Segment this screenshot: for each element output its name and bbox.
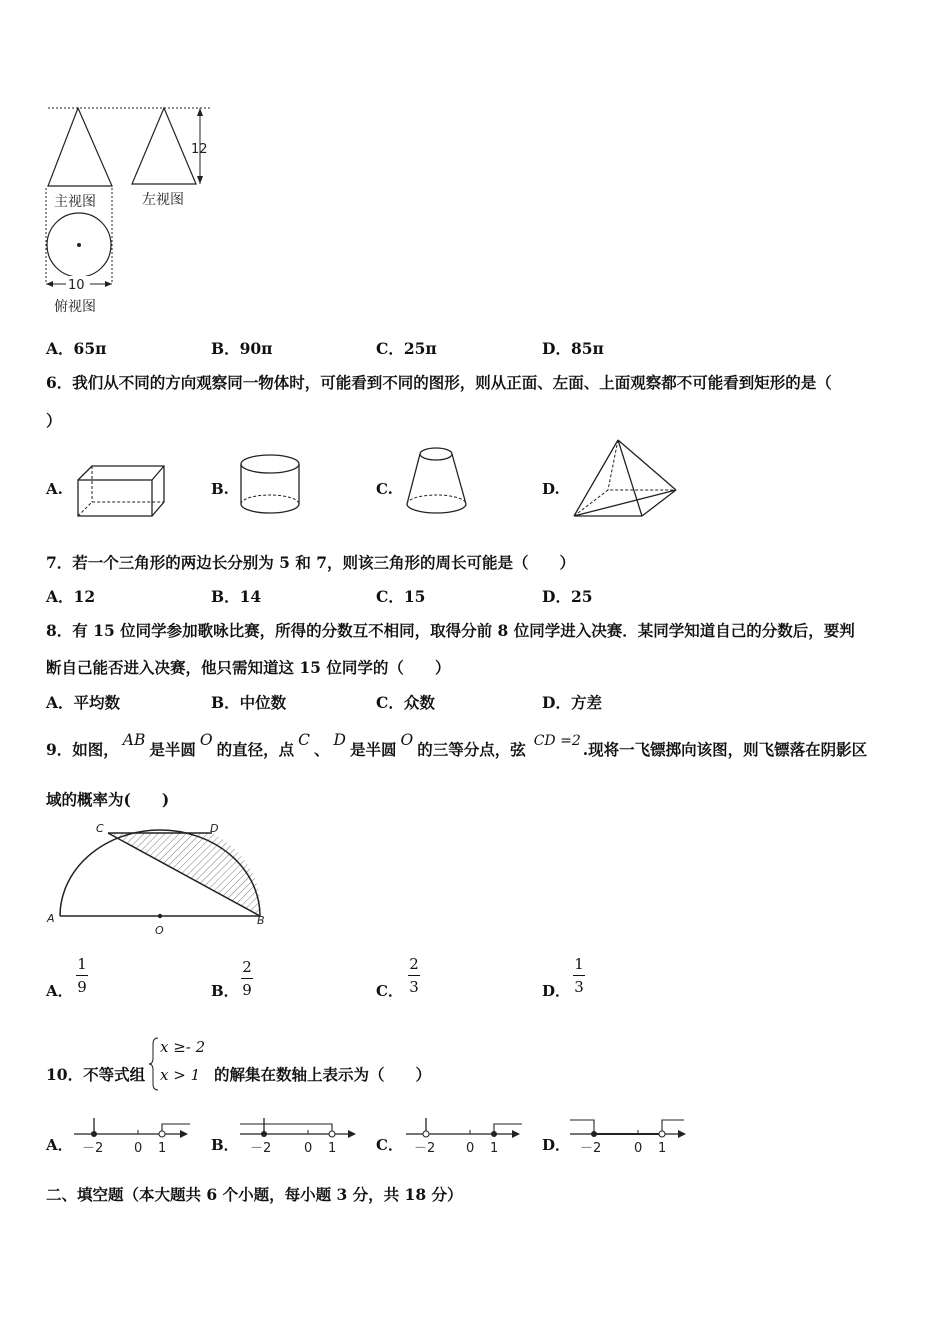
- cuboid-figure: [70, 460, 170, 520]
- svg-text:0: 0: [134, 1141, 143, 1156]
- svg-text:－2: －2: [414, 1141, 436, 1156]
- q8-option-a[interactable]: A．平均数: [46, 693, 121, 712]
- q10-option-d[interactable]: D．: [542, 1136, 571, 1154]
- point-b-label: B: [257, 914, 265, 927]
- q9-option-a[interactable]: A．: [46, 982, 73, 1000]
- svg-text:－2: －2: [82, 1141, 104, 1156]
- system-brace: [148, 1036, 160, 1092]
- svg-text:0: 0: [634, 1141, 643, 1156]
- q8-stem-line1: 8．有 15 位同学参加歌咏比赛，所得的分数互不相同，取得分前 8 位同学进入决赛．某同学知道自己的分数后，要判: [46, 621, 855, 640]
- top-view-label: 俯视图: [54, 299, 96, 315]
- q10-suffix: 的解集在数轴上表示为（ ）: [214, 1065, 432, 1084]
- width-label: 10: [68, 278, 85, 293]
- q9-option-d[interactable]: D．: [542, 982, 571, 1000]
- number-line-d: [566, 1114, 690, 1158]
- q7-option-c[interactable]: C．15: [376, 587, 426, 606]
- svg-text:－2: －2: [250, 1141, 272, 1156]
- semicircle-figure: [44, 820, 274, 940]
- q7-stem: 7．若一个三角形的两边长分别为 5 和 7，则该三角形的周长可能是（ ）: [46, 553, 576, 572]
- q6-option-d-label[interactable]: D.: [542, 480, 560, 498]
- cylinder-figure: [236, 450, 306, 520]
- q7-option-b[interactable]: B．14: [211, 587, 262, 606]
- q8-option-b[interactable]: B．中位数: [211, 693, 287, 712]
- q10-inequality-1: x ≥- 2: [160, 1038, 206, 1056]
- q8-option-c[interactable]: C．众数: [376, 693, 435, 712]
- q10-option-c[interactable]: C．: [376, 1136, 403, 1154]
- svg-text:1: 1: [490, 1141, 499, 1156]
- section-2-title: 二、填空题（本大题共 6 个小题，每小题 3 分，共 18 分）: [46, 1185, 463, 1204]
- svg-text:1: 1: [158, 1141, 167, 1156]
- point-c-label: C: [96, 822, 104, 835]
- q6-option-c-label[interactable]: C.: [376, 480, 393, 498]
- q10-option-b[interactable]: B．: [211, 1136, 239, 1154]
- svg-text:0: 0: [304, 1141, 313, 1156]
- number-line-c: [402, 1114, 524, 1158]
- svg-text:0: 0: [466, 1141, 475, 1156]
- q6-option-b-label[interactable]: B.: [211, 480, 229, 498]
- point-a-label: A: [47, 912, 55, 925]
- point-d-label: D: [210, 822, 219, 835]
- svg-text:1: 1: [328, 1141, 337, 1156]
- svg-text:1: 1: [658, 1141, 667, 1156]
- height-label: 12: [191, 142, 208, 157]
- q9-stem-line2: 域的概率为( ): [46, 790, 170, 809]
- q9-option-a-fraction: 1 9: [77, 955, 87, 996]
- left-view-label: 左视图: [142, 192, 184, 208]
- frustum-figure: [400, 446, 476, 520]
- q9-option-c[interactable]: C．: [376, 982, 403, 1000]
- q6-option-a-label[interactable]: A.: [46, 480, 63, 498]
- q9-option-b-fraction: 2 9: [242, 958, 252, 999]
- q9-stem-line1: 9．如图， AB 是半圆 O 的直径，点 C 、 D 是半圆 O 的三等分点，弦 CD =2 .现将一飞镖掷向该图，则飞镖落在阴影区: [46, 731, 868, 759]
- q10-option-a[interactable]: A．: [46, 1136, 73, 1154]
- point-o-label: O: [155, 924, 164, 937]
- q5-option-b[interactable]: B．90π: [211, 339, 273, 358]
- number-line-b: [236, 1114, 360, 1158]
- q5-option-a[interactable]: A．65π: [46, 339, 107, 358]
- q5-option-c[interactable]: C．25π: [376, 339, 437, 358]
- q5-option-d[interactable]: D．85π: [542, 339, 604, 358]
- three-view-figure: [40, 100, 230, 320]
- q10-inequality-2: x > 1: [160, 1066, 201, 1084]
- front-view-label: 主视图: [54, 194, 96, 210]
- q6-stem-line2: ）: [46, 411, 62, 430]
- q7-option-a[interactable]: A．12: [46, 587, 96, 606]
- q7-option-d[interactable]: D．25: [542, 587, 593, 606]
- pyramid-figure: [568, 436, 684, 522]
- q10-prefix: 10．不等式组: [46, 1065, 146, 1084]
- q6-stem-line1: 6．我们从不同的方向观察同一物体时，可能看到不同的图形，则从正面、左面、上面观察都不可能看到矩形的是（: [46, 373, 832, 392]
- left-view-triangle: [132, 108, 196, 184]
- q9-option-c-fraction: 2 3: [409, 955, 419, 996]
- svg-text:－2: －2: [580, 1141, 602, 1156]
- q9-option-b[interactable]: B．: [211, 982, 239, 1000]
- q8-option-d[interactable]: D．方差: [542, 693, 602, 712]
- q8-stem-line2: 断自己能否进入决赛，他只需知道这 15 位同学的（ ）: [46, 658, 451, 677]
- front-view-triangle: [48, 108, 112, 186]
- q9-option-d-fraction: 1 3: [574, 955, 584, 996]
- number-line-a: [70, 1114, 190, 1158]
